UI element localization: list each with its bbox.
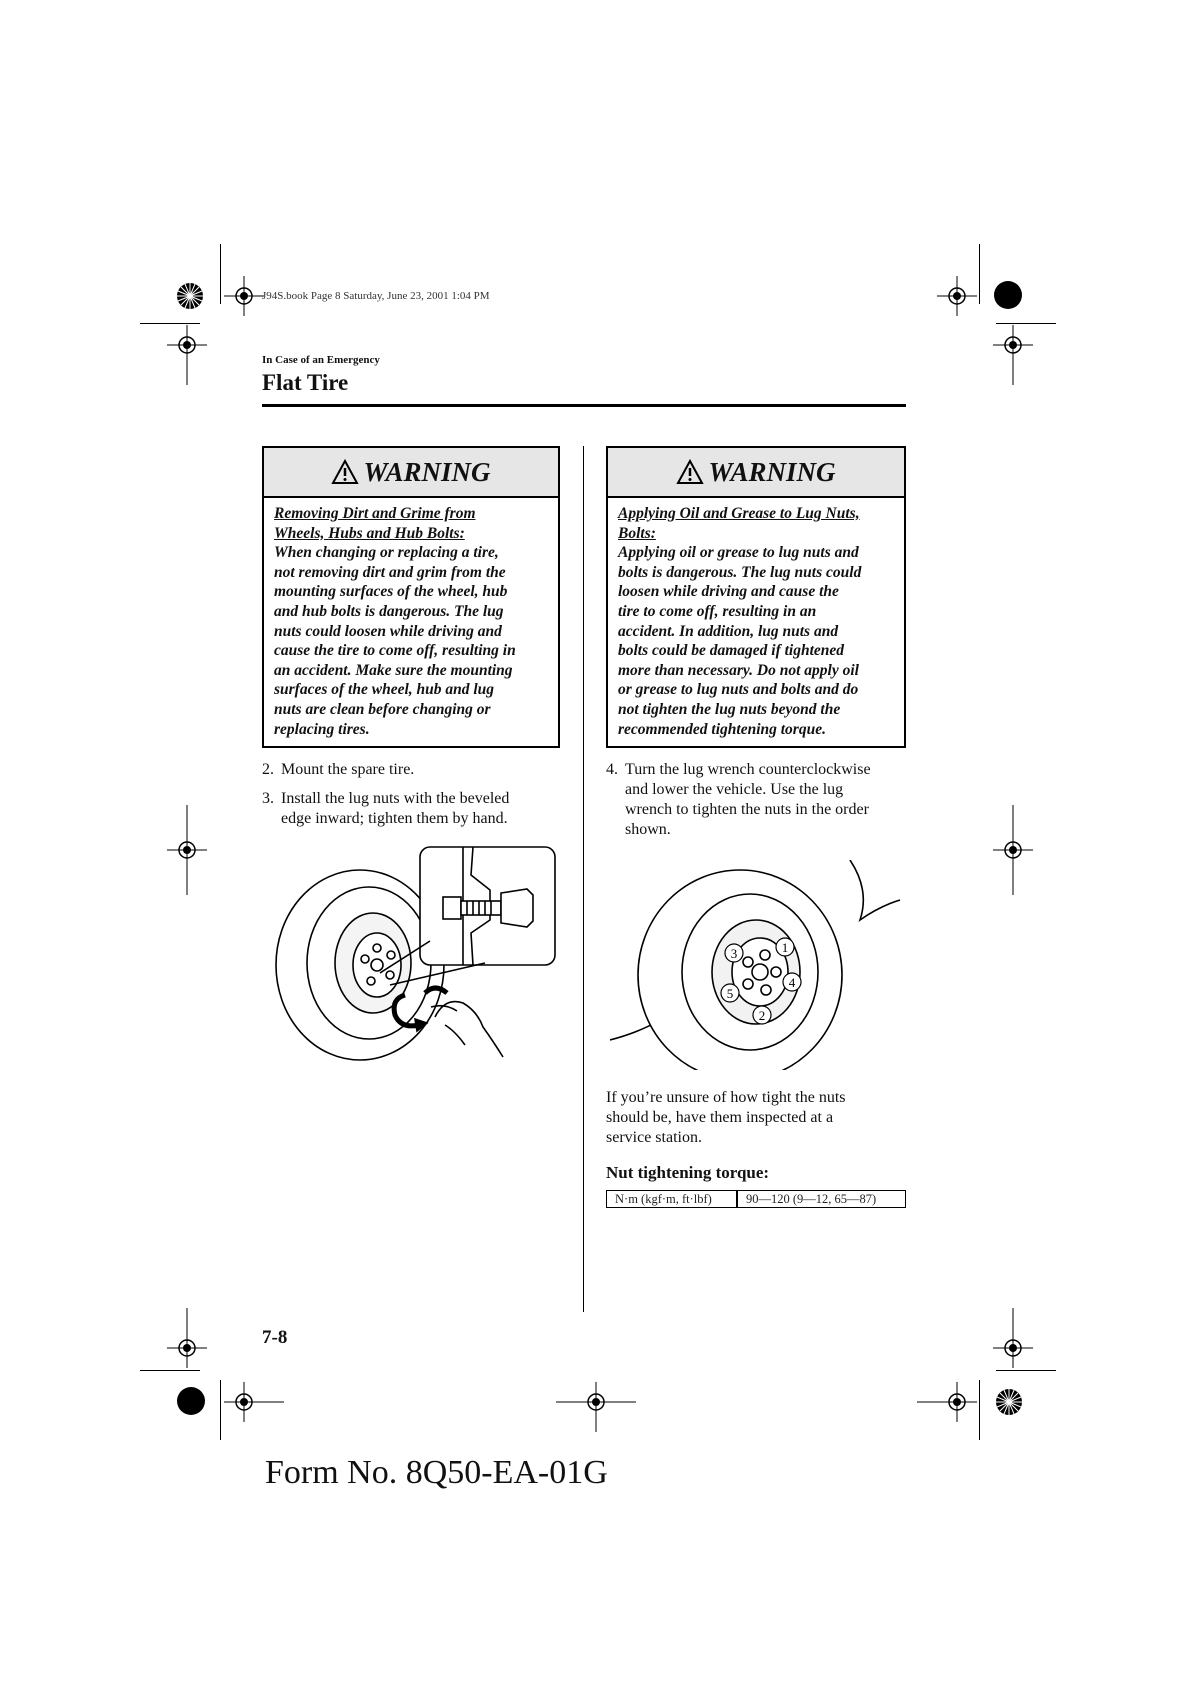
crop-mark [220,1380,221,1440]
crosshair-mark [993,325,1033,390]
crosshair-mark [167,805,207,900]
registration-dot-top-right [994,281,1022,309]
warning-line: Applying oil or grease to lug nuts and [618,544,859,562]
warning-subheading: Wheels, Hubs and Hub Bolts: [274,524,465,542]
crop-mark [979,244,980,304]
order-label-2: 2 [758,1008,766,1023]
order-label-3: 3 [730,946,738,961]
warning-line: recommended tightening torque. [618,720,826,738]
step-number: 2. [262,761,274,778]
warning-text [608,498,904,745]
warning-text [264,498,558,745]
step-text: wrench to tighten the nuts in the order [625,801,869,818]
warning-line: not tighten the lug nuts beyond the [618,700,841,718]
crop-mark [979,1380,980,1440]
order-label-4: 4 [788,975,796,990]
crosshair-mark [556,1382,636,1437]
warning-line: When changing or replacing a tire, [274,544,499,562]
warning-subheading: Removing Dirt and Grime from [274,505,476,522]
order-label-1: 1 [781,940,789,955]
warning-triangle-icon [331,459,359,485]
inspection-note-line: If you’re unsure of how tight the nuts [606,1089,846,1106]
inspection-note [606,1088,846,1148]
warning-line: surfaces of the wheel, hub and lug [274,681,495,699]
warning-heading: WARNING [363,456,491,487]
warning-line: nuts are clean before changing or [274,700,491,718]
registration-mark-top-left [175,281,205,316]
torque-table [606,1190,906,1208]
form-number: Form No. 8Q50-EA-01G [265,1454,608,1491]
crosshair-mark [993,1308,1033,1373]
print-info: J94S.book Page 8 Saturday, June 23, 2001 1:04 PM [262,290,490,302]
step-number: 3. [262,790,274,807]
warning-line: tire to come off, resulting in an [618,602,817,620]
crop-mark [996,323,1056,324]
crop-mark [140,323,200,324]
warning-line: bolts is dangerous. The lug nuts could [618,563,862,581]
step-text: edge inward; tighten them by hand. [281,810,508,827]
illustration-install-lug-nuts [265,845,565,1070]
page-title: Flat Tire [262,370,349,395]
inspection-note-line: service station. [606,1129,702,1146]
warning-heading: WARNING [708,456,836,487]
crosshair-mark [167,1308,207,1373]
order-label-5: 5 [726,986,734,1001]
warning-line: replacing tires. [274,720,370,738]
torque-heading: Nut tightening torque: [606,1163,770,1182]
warning-line: nuts could loosen while driving and [274,622,502,640]
warning-line: more than necessary. Do not apply oil [618,661,859,679]
warning-header [264,448,558,498]
warning-triangle-icon [676,459,704,485]
step-2 [262,760,414,780]
column-divider [583,446,584,1312]
crosshair-mark [993,805,1033,900]
step-text: shown. [625,821,671,838]
title-rule [262,404,906,407]
crop-mark [996,1370,1056,1371]
registration-dot-bottom-left [177,1387,205,1415]
warning-subheading: Bolts: [618,524,656,542]
registration-mark-bottom-right [994,1387,1024,1422]
warning-line: mounting surfaces of the wheel, hub [274,583,508,601]
step-3 [262,789,509,829]
warning-line: and hub bolts is dangerous. The lug [274,602,504,620]
section-label: In Case of an Emergency [262,354,380,366]
step-text: and lower the vehicle. Use the lug [625,781,844,798]
step-number: 4. [606,761,618,778]
step-4 [606,760,871,840]
table-row [607,1191,906,1208]
crop-mark [220,244,221,304]
crosshair-mark [224,276,264,321]
step-text: Install the lug nuts with the beveled [281,790,510,807]
warning-header [608,448,904,498]
warning-line: not removing dirt and grim from the [274,563,506,581]
illustration-tightening-order [610,860,910,1075]
inspection-note-line: should be, have them inspected at a [606,1109,834,1126]
warning-subheading: Applying Oil and Grease to Lug Nuts, [618,505,860,522]
warning-line: or grease to lug nuts and bolts and do [618,681,859,699]
warning-box-oil-grease [606,446,906,748]
page-number: 7-8 [262,1327,288,1348]
crosshair-mark [937,276,977,321]
crosshair-mark [917,1382,977,1427]
crosshair-mark [167,325,207,390]
warning-line: an accident. Make sure the mounting [274,661,513,679]
crosshair-mark [224,1382,284,1427]
warning-line: accident. In addition, lug nuts and [618,622,839,640]
torque-unit: N·m (kgf·m, ft·lbf) [607,1191,737,1208]
step-text: Turn the lug wrench counterclockwise [625,761,871,778]
warning-line: bolts could be damaged if tightened [618,642,845,660]
torque-value: 90—120 (9—12, 65—87) [737,1191,906,1208]
warning-line: loosen while driving and cause the [618,583,839,601]
crop-mark [140,1370,200,1371]
step-text: Mount the spare tire. [281,761,415,778]
warning-box-dirt-grime [262,446,560,748]
warning-line: cause the tire to come off, resulting in [274,642,516,660]
